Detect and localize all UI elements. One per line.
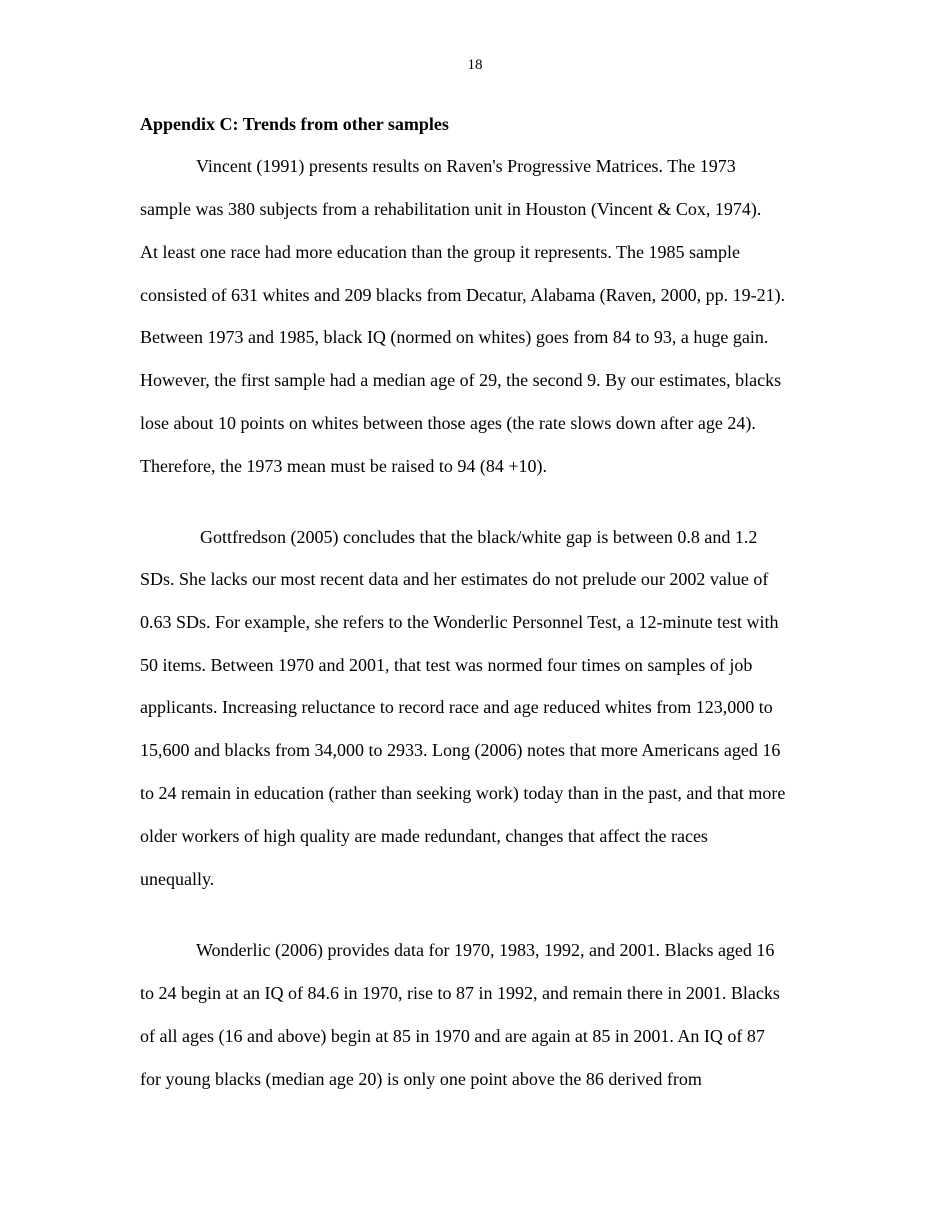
paragraph-1-line: However, the first sample had a median age of 29, the second 9. By our estimates, blacks bbox=[140, 370, 782, 390]
paragraph-2-line: Gottfredson (2005) concludes that the black/white gap is between 0.8 and 1.2 bbox=[200, 527, 758, 547]
paragraph-1-line: Therefore, the 1973 mean must be raised to 94 (84 +10). bbox=[140, 456, 548, 476]
paragraph-2-line: unequally. bbox=[140, 869, 215, 889]
paragraph-1-line: Vincent (1991) presents results on Raven's Progressive Matrices. The 1973 bbox=[196, 156, 736, 176]
paragraph-1-line: consisted of 631 whites and 209 blacks from Decatur, Alabama (Raven, 2000, pp. 19-21). bbox=[140, 285, 786, 305]
paragraph-1-line: At least one race had more education than the group it represents. The 1985 sample bbox=[140, 242, 740, 262]
paragraph-3-line: for young blacks (median age 20) is only one point above the 86 derived from bbox=[140, 1069, 702, 1089]
paragraph-3-line: Wonderlic (2006) provides data for 1970, 1983, 1992, and 2001. Blacks aged 16 bbox=[196, 940, 775, 960]
paragraph-2-line: to 24 remain in education (rather than seeking work) today than in the past, and that more bbox=[140, 783, 786, 803]
paragraph-2-line: 50 items. Between 1970 and 2001, that test was normed four times on samples of job bbox=[140, 655, 753, 675]
paragraph-1-line: lose about 10 points on whites between those ages (the rate slows down after age 24). bbox=[140, 413, 756, 433]
paragraph-3-line: of all ages (16 and above) begin at 85 in 1970 and are again at 85 in 2001. An IQ of 87 bbox=[140, 1026, 765, 1046]
paragraph-2-line: older workers of high quality are made redundant, changes that affect the races bbox=[140, 826, 708, 846]
page-number: 18 bbox=[467, 57, 483, 73]
paragraph-1-line: Between 1973 and 1985, black IQ (normed on whites) goes from 84 to 93, a huge gain. bbox=[140, 327, 769, 347]
paragraph-3-line: to 24 begin at an IQ of 84.6 in 1970, rise to 87 in 1992, and remain there in 2001. Blacks bbox=[140, 983, 780, 1003]
paragraph-2-line: SDs. She lacks our most recent data and her estimates do not prelude our 2002 value of bbox=[140, 569, 769, 589]
appendix-heading: Appendix C: Trends from other samples bbox=[140, 114, 449, 134]
paragraph-2-line: 0.63 SDs. For example, she refers to the Wonderlic Personnel Test, a 12-minute test with bbox=[140, 612, 779, 632]
paragraph-1-line: sample was 380 subjects from a rehabilitation unit in Houston (Vincent & Cox, 1974). bbox=[140, 199, 762, 219]
paragraph-2-line: 15,600 and blacks from 34,000 to 2933. Long (2006) notes that more Americans aged 16 bbox=[140, 740, 781, 760]
paragraph-2-line: applicants. Increasing reluctance to record race and age reduced whites from 123,000 to bbox=[140, 697, 773, 717]
